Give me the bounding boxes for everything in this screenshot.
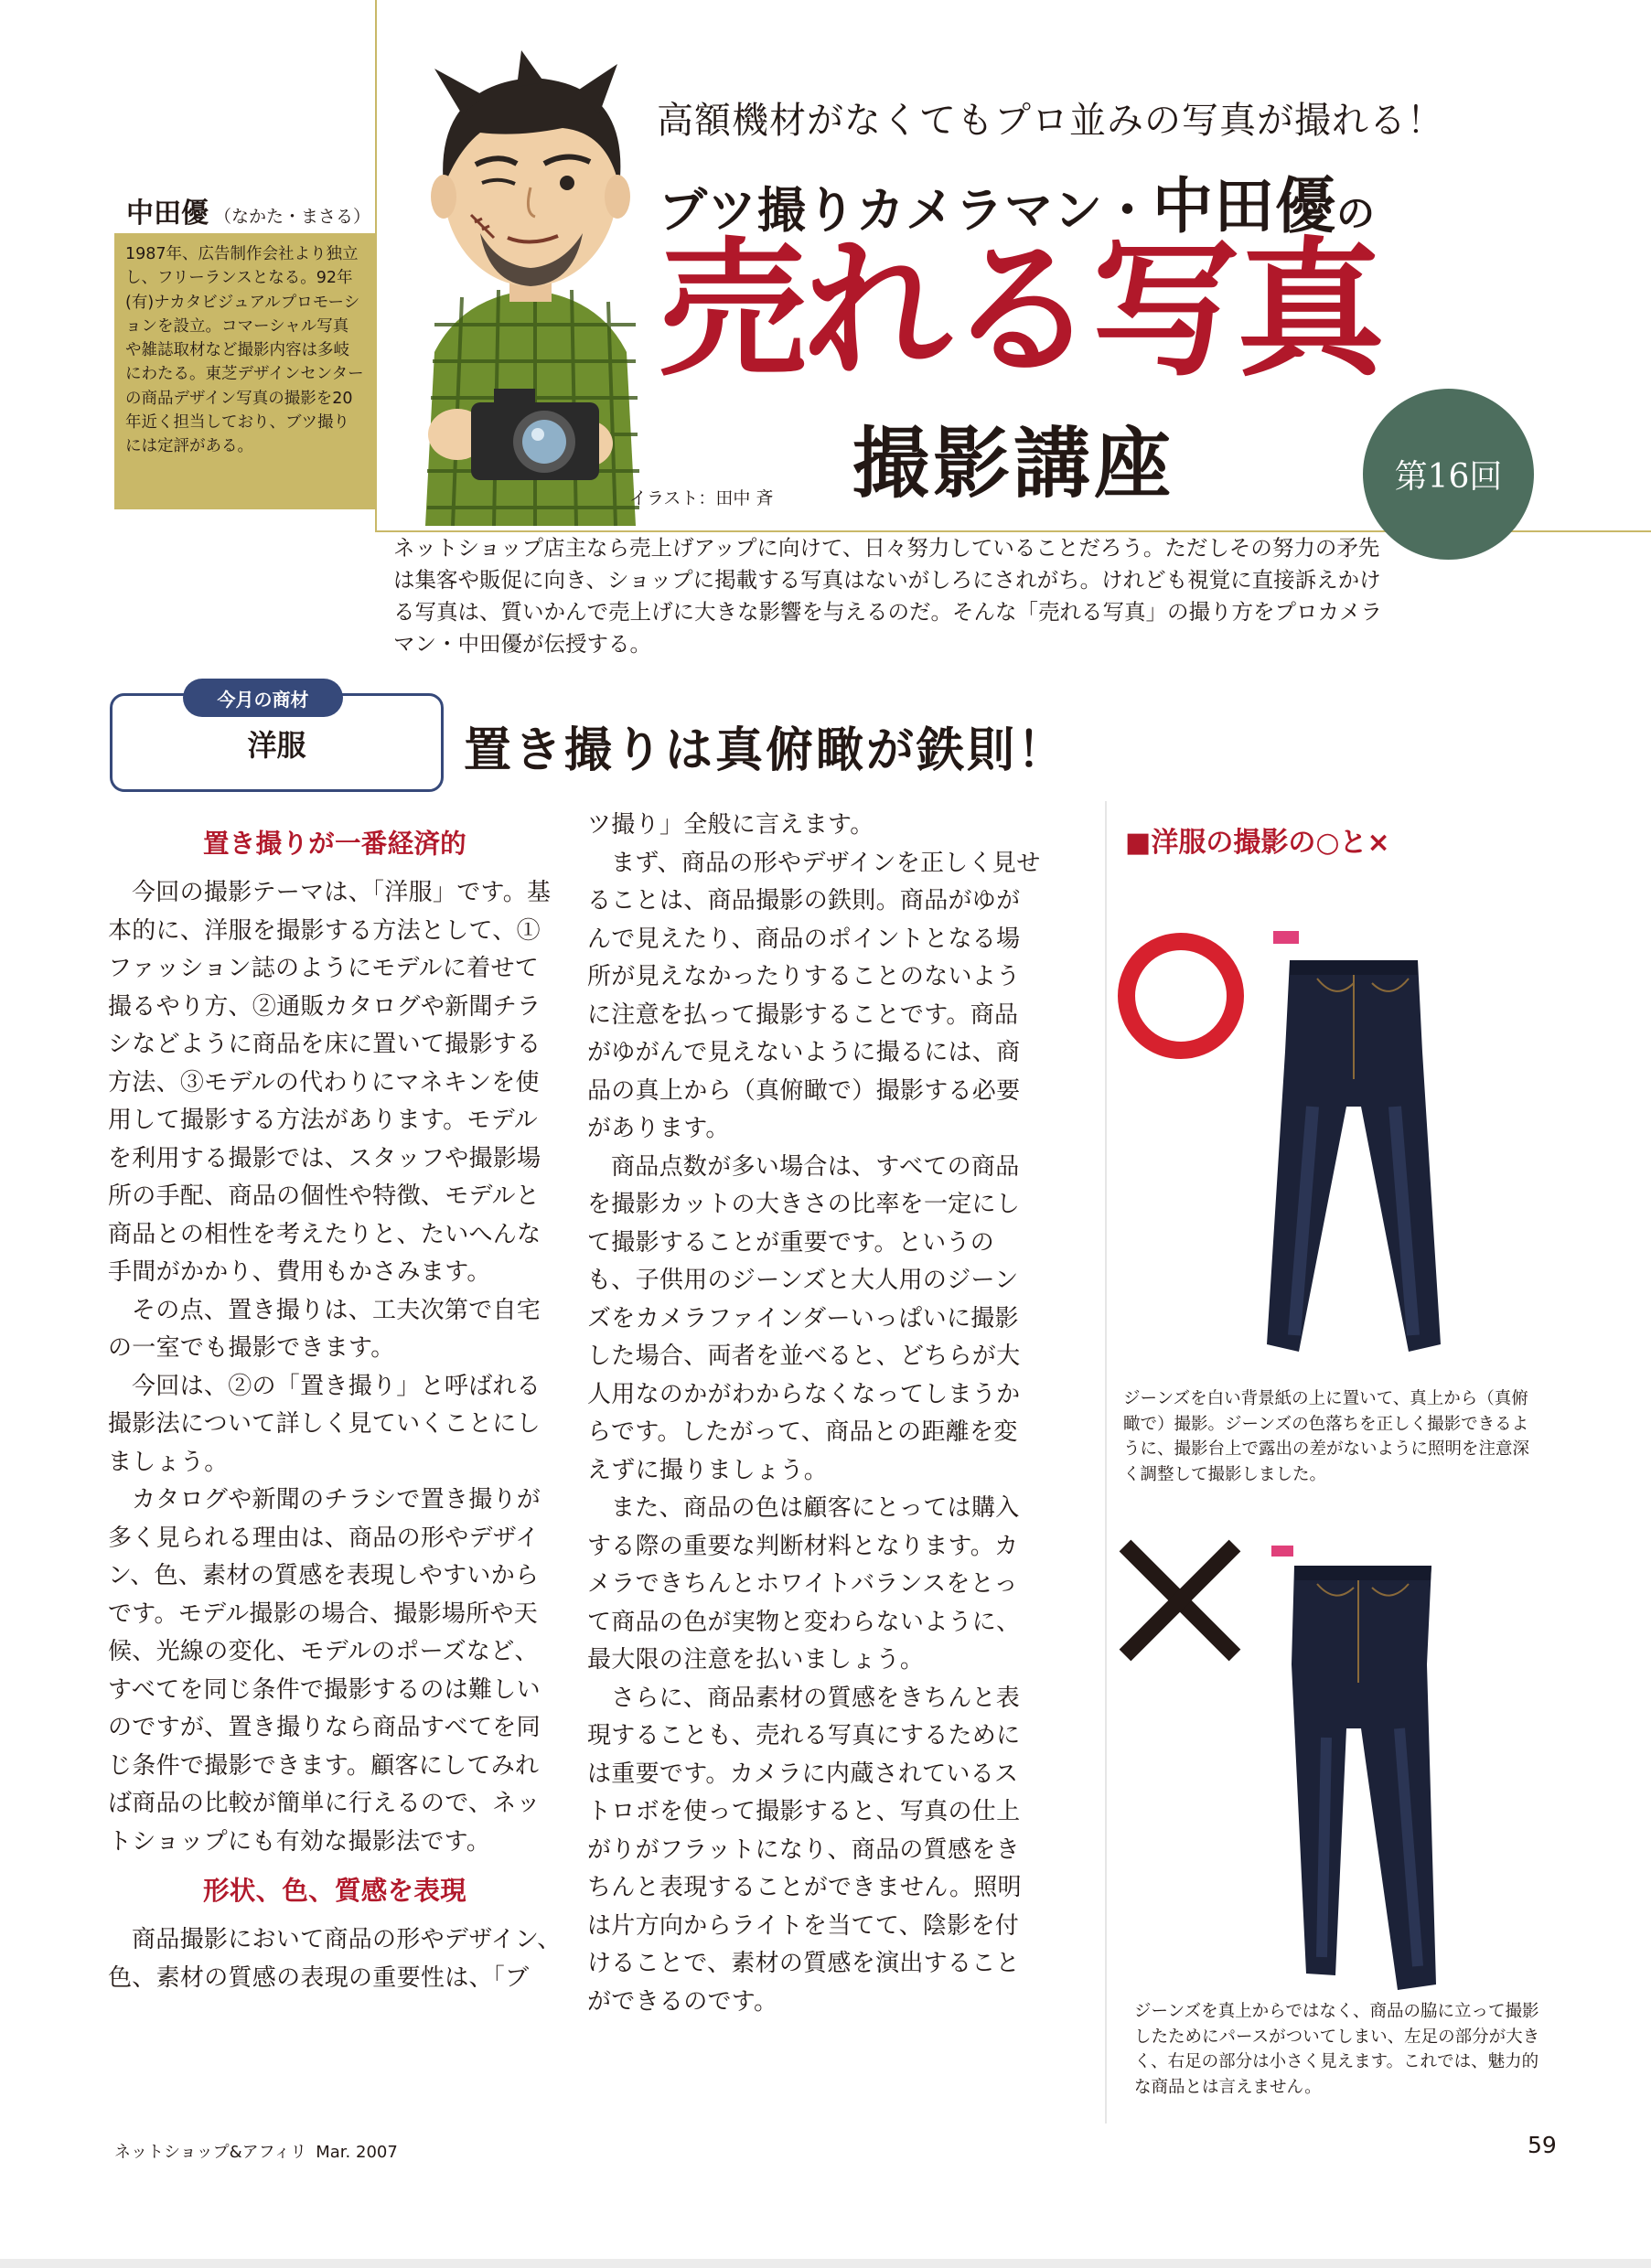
- jeans-photo-good: [1226, 915, 1482, 1390]
- series-name: 中田優: [1152, 171, 1336, 241]
- article-column-1: [108, 814, 562, 1997]
- article-paragraph: ツ撮り」全般に言えます。: [587, 811, 874, 839]
- footer-magazine: ネットショップ&アフィリ Mar. 2007: [114, 2143, 398, 2162]
- article-paragraph: 商品点数が多い場合は、すべての商品を撮影カットの大きさの比率を一定にして撮影することが重要です。というのも、子供用のジーンズと大人用のジーンズをカメラファインダーいっぱいに撮影した場合、両者を並べると、どちらが大人用なのかがわからなくなってしまうからです。したがって、商品との距離を変えずに撮りましょう。: [587, 1152, 1021, 1484]
- article-heading-2: 形状、色、質感を表現: [202, 1876, 466, 1906]
- material-tab: 今月の商材: [183, 679, 343, 717]
- article-heading-1: 置き撮りが一番経済的: [202, 829, 466, 859]
- illustration-credit: イラスト：田中 斉: [629, 488, 774, 508]
- page-edge: [0, 2259, 1651, 2268]
- main-title: 売れる写真: [659, 223, 1381, 397]
- header-divider-vertical: [375, 0, 377, 530]
- article-paragraph: その点、置き撮りは、工夫次第で自宅の一室でも撮影できます。: [108, 1296, 541, 1362]
- author-bio: 1987年、広告制作会社より独立し、フリーランスとなる。92年(有)ナカタビジュアルプロモーションを設立。コマーシャル写真や雑誌取材など撮影内容は多岐にわたる。東芝デザインセンターの商品デザイン写真の撮影を20年近く担当しており、ブツ撮りには定評がある。: [114, 233, 375, 509]
- course-title: 撮影講座: [852, 419, 1175, 508]
- bad-cross-icon: [1116, 1536, 1244, 1664]
- page-number: 59: [1528, 2132, 1557, 2158]
- bad-photo-caption: ジーンズを真上からではなく、商品の脇に立って撮影したためにパースがついてしまい、左足の部分が大きく、右足の部分は小さく見えます。これでは、魅力的な商品とは言えません。: [1134, 2002, 1540, 2097]
- article-paragraph: まず、商品の形やデザインを正しく見せることは、商品撮影の鉄則。商品がゆがんで見えたり、商品のポイントとなる場所が見えなかったりすることのないように注意を払って撮影することです。商品がゆがんで見えないように撮るには、商品の真上から（真俯瞰で）撮影する必要があります。: [587, 849, 1041, 1142]
- material-name: 洋服: [247, 728, 306, 763]
- section-headline: 置き撮りは真俯瞰が鉄則！: [464, 723, 1068, 778]
- author-name-reading: （なかた・まさる）: [214, 207, 371, 227]
- cameraman-illustration: [407, 50, 654, 526]
- article-paragraph: 今回は、②の「置き撮り」と呼ばれる撮影法について詳しく見ていくことにしましょう。: [108, 1372, 541, 1476]
- article-paragraph: カタログや新聞のチラシで置き撮りが多く見られる理由は、商品の形やデザイン、色、素材の質感を表現しやすいからです。モデル撮影の場合、撮影場所や天候、光線の変化、モデルのポーズなど、すべてを同じ条件で撮影するのは難しいのですが、置き撮りなら商品すべてを同じ条件で撮影できます。顧客にしてみれば商品の比較が簡単に行えるので、ネットショップにも有効な撮影法です。: [108, 1486, 541, 1856]
- article-paragraph: 商品撮影において商品の形やデザイン、色、素材の質感の表現の重要性は、「ブ: [108, 1926, 562, 1992]
- jeans-photo-bad: [1244, 1546, 1473, 2021]
- author-name: 中田優 （なかた・まさる）: [126, 198, 371, 230]
- episode-badge: 第16回: [1363, 389, 1534, 560]
- series-title: ブツ撮りカメラマン・中田優の: [659, 171, 1377, 241]
- good-photo-caption: ジーンズを白い背景紙の上に置いて、真上から（真俯瞰で）撮影。ジーンズの色落ちを正しく撮影できるように、撮影台上で露出の差がないように照明を注意深く調整して撮影しました。: [1123, 1389, 1530, 1484]
- photo-panel-heading: ■洋服の撮影の○と×: [1125, 827, 1390, 859]
- article-column-2: [587, 807, 1041, 2021]
- article-paragraph: 今回の撮影テーマは、「洋服」です。基本的に、洋服を撮影する方法として、①ファッション誌のようにモデルに着せて撮るやり方、②通販カタログや新聞チラシなどように商品を床に置いて撮影する方法、③モデルの代わりにマネキンを使用して撮影する方法があります。モデルを利用する撮影では、スタッフや撮影場所の手配、商品の個性や特徴、モデルと商品との相性を考えたりと、たいへんな手間がかかり、費用もかさみます。: [108, 879, 552, 1286]
- footer-issue: Mar. 2007: [316, 2143, 398, 2162]
- article-paragraph: さらに、商品素材の質感をきちんと表現することも、売れる写真にするためには重要です。カメラに内蔵されているストロボを使って撮影すると、写真の仕上がりがフラットになり、商品の質感をきちんと表現することができません。照明は片方向からライトを当てて、陰影を付けることで、素材の質感を演出することができるのです。: [587, 1684, 1022, 2016]
- intro-text: ネットショップ店主なら売上げアップに向けて、日々努力していることだろう。ただしその努力の矛先は集客や販促に向き、ショップに掲載する写真はないがしろにされがち。けれども視覚に直接訴えかける写真は、質いかんで売上げに大きな影響を与えるのだ。そんな「売れる写真」の撮り方をプロカメラマン・中田優が伝授する。: [393, 535, 1382, 657]
- header-subtitle: 高額機材がなくてもプロ並みの写真が撮れる！: [657, 100, 1444, 142]
- article-paragraph: また、商品の色は顧客にとっては購入する際の重要な判断材料となります。カメラできちんとホワイトバランスをとって商品の色が実物と変わらないように、最大限の注意を払いましょう。: [587, 1494, 1021, 1674]
